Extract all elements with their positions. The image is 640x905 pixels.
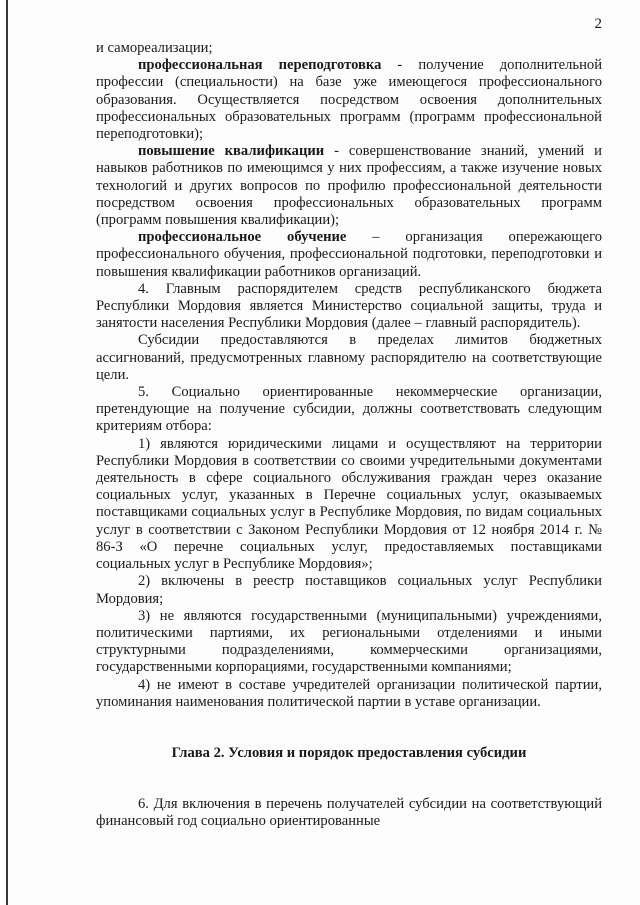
paragraph-definition: профессиональное обучение – организация опережающего профессионального обучения, профессиональной подготовки, переподготовки и повышения квалификации работников организаций.	[96, 229, 602, 280]
paragraph: 6. Для включения в перечень получателей субсидии на соответствующий финансовый год социально ориентированные	[96, 796, 602, 830]
criteria-item: 1) являются юридическими лицами и осуществляют на территории Республики Мордовия в соответствии со своими учредительными документами деятельность в сфере социального обслуживания граждан через оказание социальных услуг, указанных в Перечне социальных услуг, оказываемых поставщиками социальных услуг в Республике Мордовия, по видам социальных услуг в соответствии с Законом Республики Мордовия от 12 ноября 2014 г. № 86-З «О перечне социальных услуг, предоставляемых поставщиками социальных услуг в Республике Мордовия»;	[96, 435, 602, 573]
paragraph: и самореализации;	[96, 40, 213, 56]
criteria-item: 3) не являются государственными (муниципальными) учреждениями, политическими партиями, их региональными отделениями и иными структурными подразделениями, коммерческими организациями, государственными корпорациями, государственными компаниями;	[96, 607, 602, 676]
paragraph-definition: профессиональная переподготовка - получение дополнительной профессии (специальности) на базе уже имеющегося профессионального образования. Осуществляется посредством освоения дополнительных профессиональных образовательных программ (программ профессиональной переподготовки);	[96, 57, 603, 143]
document-body	[96, 40, 602, 831]
page-number: 2	[594, 16, 602, 32]
paragraph-definition: повышение квалификации - совершенствование знаний, умений и навыков работников по имеющимся у них профессиям, а также изучение новых технологий и других вопросов по профилю профессиональной деятельности посредством освоения профессиональных образовательных программ (программ повышения квалификации);	[96, 143, 602, 229]
defined-term: повышение квалификации	[138, 143, 325, 160]
chapter-heading: Глава 2. Условия и порядок предоставления субсидии	[171, 744, 527, 761]
paragraph: Субсидии предоставляются в пределах лимитов бюджетных ассигнований, предусмотренных главному распорядителю на соответствующие цели.	[96, 332, 602, 383]
defined-term: профессиональная переподготовка	[138, 57, 382, 74]
page-edge-line	[6, 0, 8, 905]
paragraph: 4. Главным распорядителем средств республиканского бюджета Республики Мордовия является Министерство социальной защиты, труда и занятости населения Республики Мордовия (далее – главный распорядитель).	[96, 280, 602, 332]
paragraph: 5. Социально ориентированные некоммерческие организации, претендующие на получение субсидии, должны соответствовать следующим критериям отбора:	[96, 384, 602, 435]
paragraphs-top	[96, 40, 602, 711]
criteria-item: 4) не имеют в составе учредителей организации политической партии, упоминания наименования политической партии в уставе организации.	[96, 676, 602, 710]
paragraphs-bottom	[96, 796, 602, 830]
criteria-item: 2) включены в реестр поставщиков социальных услуг Республики Мордовия;	[96, 573, 602, 607]
defined-term: профессиональное обучение	[138, 229, 347, 246]
